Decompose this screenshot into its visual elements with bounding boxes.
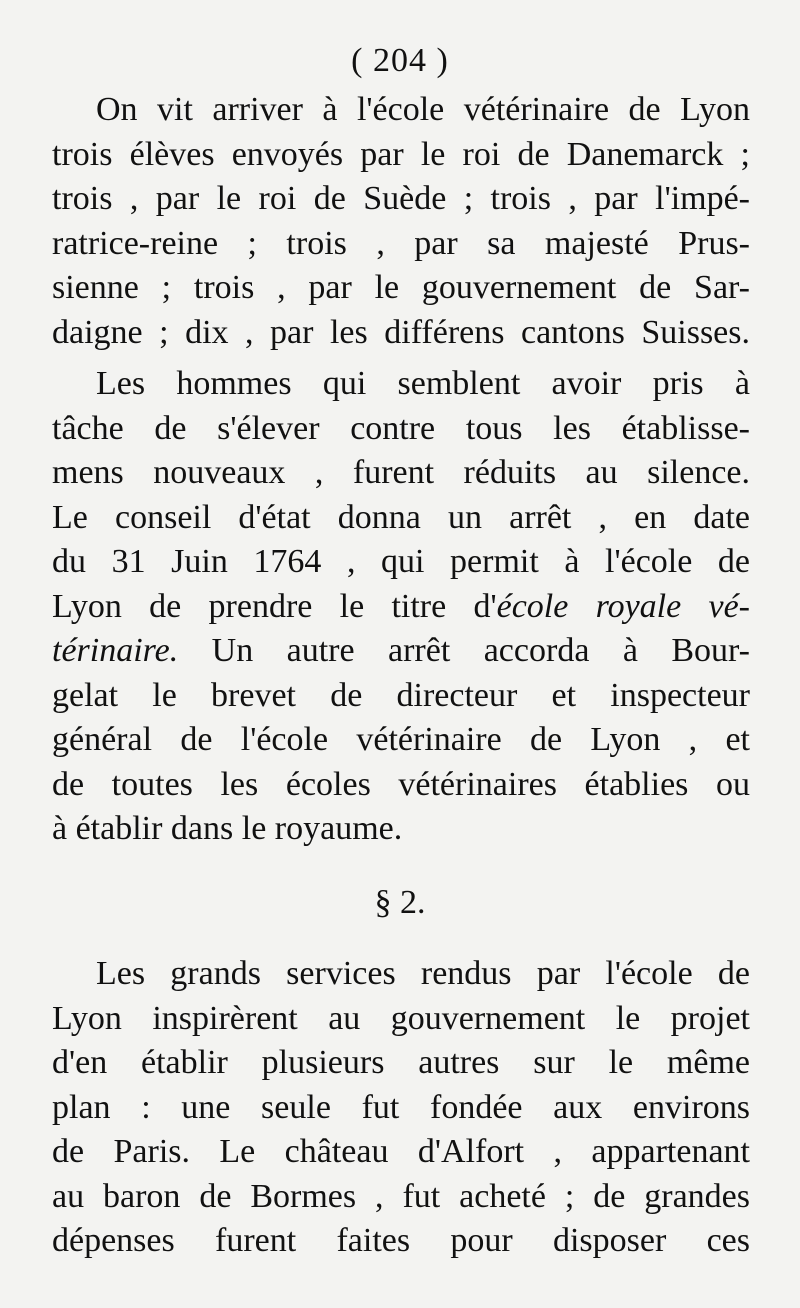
text-line: au baron de Bormes , fut acheté ; de grandes bbox=[52, 1177, 750, 1215]
page-number: ( 204 ) bbox=[351, 42, 449, 79]
text-fragment: Lyon de prendre le titre d' bbox=[52, 587, 497, 625]
paragraph-1 bbox=[52, 88, 750, 355]
text-line: dépenses furent faites pour disposer ces bbox=[52, 1222, 750, 1259]
paragraph-3 bbox=[52, 952, 750, 1264]
text-line: ratrice-reine ; trois , par sa majesté Prus- bbox=[52, 224, 750, 262]
text-line: mens nouveaux , furent réduits au silence. bbox=[52, 454, 750, 491]
text-line: d'en établir plusieurs autres sur le même bbox=[52, 1044, 750, 1081]
text-line: Les grands services rendus par l'école de bbox=[96, 955, 750, 992]
text-line: Le conseil d'état donna un arrêt , en date bbox=[52, 498, 750, 536]
text-line: Lyon inspirèrent au gouvernement le projet bbox=[52, 999, 750, 1037]
text-line: sienne ; trois , par le gouvernement de Sar- bbox=[52, 269, 750, 306]
text-line: de Paris. Le château d'Alfort , appartenant bbox=[52, 1133, 750, 1170]
text-line: Les hommes qui semblent avoir pris à bbox=[96, 365, 750, 402]
text-fragment: Un autre arrêt accorda à Bour- bbox=[178, 632, 750, 669]
italic-title: térinaire. bbox=[52, 632, 179, 669]
text-line: trois , par le roi de Suède ; trois , par l'impé- bbox=[52, 180, 750, 217]
text-line: de toutes les écoles vétérinaires établies ou bbox=[52, 765, 750, 803]
italic-title: école royale vé- bbox=[496, 587, 750, 625]
text-line: à établir dans le royaume. bbox=[52, 810, 403, 847]
section-heading: § 2. bbox=[374, 884, 426, 921]
text-line: du 31 Juin 1764 , qui permit à l'école de bbox=[52, 543, 750, 580]
text-line: général de l'école vétérinaire de Lyon , et bbox=[52, 721, 750, 758]
text-line bbox=[52, 629, 750, 674]
text-line: tâche de s'élever contre tous les établisse- bbox=[52, 409, 750, 447]
text-line: plan : une seule fut fondée aux environs bbox=[52, 1088, 750, 1126]
text-line: gelat le brevet de directeur et inspecteur bbox=[52, 676, 750, 714]
paragraph-2 bbox=[52, 362, 750, 852]
text-line: daigne ; dix , par les différens cantons Suisses. bbox=[52, 313, 750, 351]
text-line: trois élèves envoyés par le roi de Danemarck ; bbox=[52, 135, 750, 173]
text-line: On vit arriver à l'école vétérinaire de Lyon bbox=[96, 91, 750, 128]
text-line bbox=[52, 585, 750, 630]
